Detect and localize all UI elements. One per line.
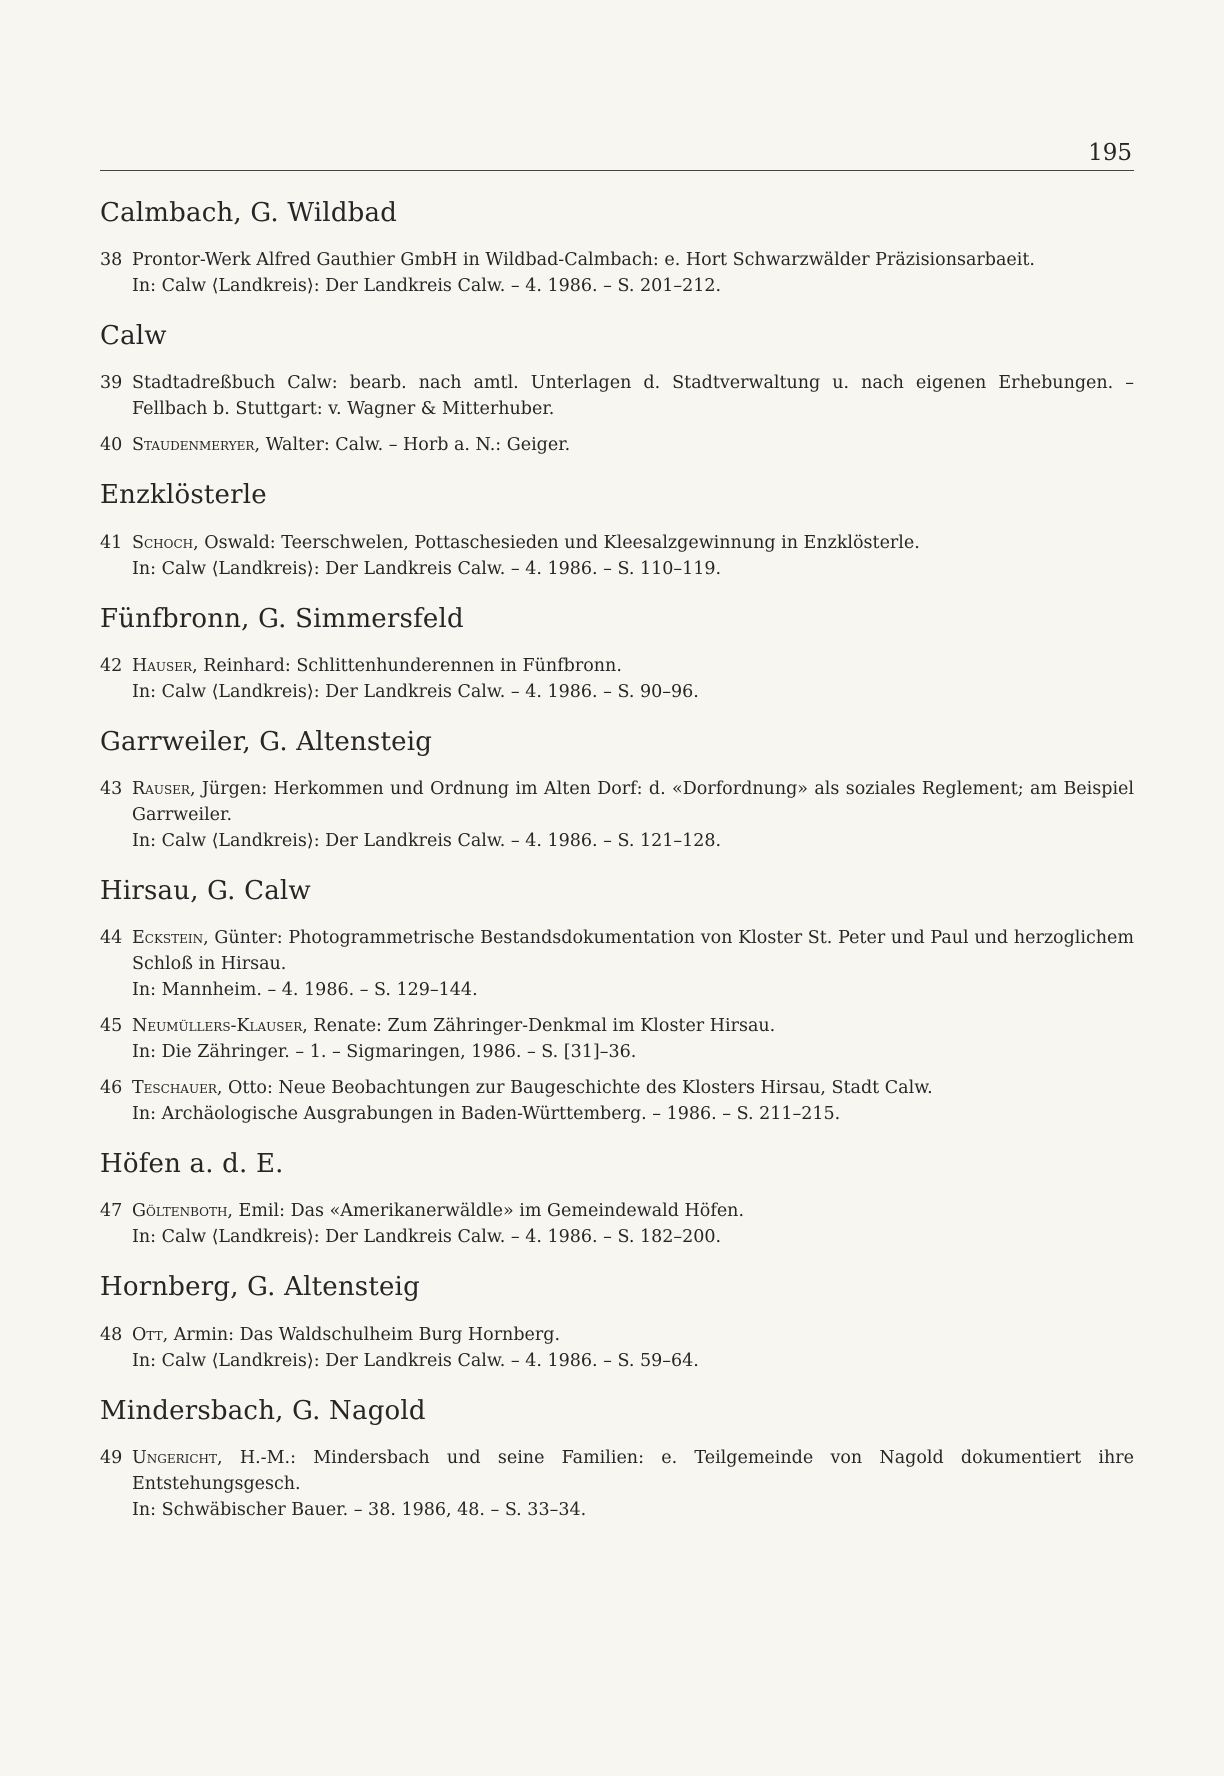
- bibliography-entry: [100, 1198, 1134, 1250]
- entry-source: In: Calw ⟨Landkreis⟩: Der Landkreis Calw. – 4. 1986. – S. 201–212.: [132, 276, 722, 297]
- entry-number: 38: [100, 250, 123, 271]
- section-title: Mindersbach, G. Nagold: [100, 1395, 426, 1426]
- section: [100, 1149, 1134, 1250]
- bibliography-entry: [100, 776, 1134, 854]
- entry-source: In: Calw ⟨Landkreis⟩: Der Landkreis Calw. – 4. 1986. – S. 121–128.: [132, 830, 722, 851]
- entry-title: Prontor-Werk Alfred Gauthier GmbH in Wildbad-Calmbach: e. Hort Schwarzwälder Präzisionsarbaeit.: [132, 250, 1035, 271]
- entry-source: In: Calw ⟨Landkreis⟩: Der Landkreis Calw. – 4. 1986. – S. 90–96.: [132, 681, 699, 702]
- entry-title: , Reinhard: Schlittenhunderennen in Fünfbronn.: [192, 655, 622, 676]
- section: [100, 198, 1134, 299]
- entry-author: Teschauer: [132, 1078, 217, 1099]
- page-number: 195: [1088, 140, 1132, 166]
- entry-title: , Otto: Neue Beobachtungen zur Baugeschichte des Klosters Hirsau, Stadt Calw.: [216, 1078, 933, 1099]
- entry-number: 46: [100, 1078, 123, 1099]
- entry-title: , Oswald: Teerschwelen, Pottaschesieden und Kleesalzgewinnung in Enzklösterle.: [193, 532, 920, 553]
- section-title: Fünfbronn, G. Simmersfeld: [100, 603, 464, 634]
- entry-source: In: Die Zähringer. – 1. – Sigmaringen, 1986. – S. [31]–36.: [132, 1042, 637, 1063]
- section-title: Calmbach, G. Wildbad: [100, 198, 398, 228]
- entry-author: Hauser: [132, 655, 193, 676]
- entry-text: [132, 776, 1134, 828]
- entry-author: Ungericht: [132, 1447, 218, 1468]
- entry-source: In: Calw ⟨Landkreis⟩: Der Landkreis Calw. – 4. 1986. – S. 182–200.: [132, 1227, 722, 1248]
- entry-number: 40: [100, 435, 123, 456]
- bibliography-entry: [100, 370, 1134, 422]
- entry-author: Schoch: [132, 532, 194, 553]
- section-title: Höfen a. d. E.: [100, 1149, 284, 1180]
- entry-number: 45: [100, 1016, 123, 1037]
- entry-author: Ott: [132, 1324, 163, 1345]
- bibliography-entry: [100, 1075, 1134, 1127]
- entry-author: Neumüllers-Klauser: [132, 1016, 303, 1037]
- section-title: Garrweiler, G. Altensteig: [100, 726, 433, 757]
- entry-number: 42: [100, 655, 123, 676]
- entry-title: , Armin: Das Waldschulheim Burg Hornberg.: [162, 1324, 561, 1345]
- section: [100, 727, 1134, 854]
- entry-text: [132, 1445, 1134, 1497]
- entry-text: [132, 370, 1134, 422]
- entry-title: , Emil: Das «Amerikanerwäldle» im Gemeindewald Höfen.: [227, 1201, 745, 1222]
- entry-title: , Walter: Calw. – Horb a. N.: Geiger.: [254, 435, 571, 456]
- entry-number: 41: [100, 532, 123, 553]
- bibliography-entry: [100, 653, 1134, 705]
- entry-author: Rauser: [132, 778, 190, 799]
- bibliography-list: [100, 198, 1134, 1545]
- entry-text: [132, 1198, 1134, 1224]
- section-title: Calw: [100, 321, 167, 352]
- section-title: Enzklösterle: [100, 480, 267, 511]
- entry-author: Göltenboth: [132, 1201, 228, 1222]
- entry-text: [132, 1013, 1134, 1039]
- section-title: Hornberg, G. Altensteig: [100, 1272, 420, 1303]
- section: [100, 321, 1134, 458]
- section: [100, 876, 1134, 1127]
- entry-title: , Günter: Photogrammetrische Bestandsdokumentation von Kloster St. Peter und Paul und herzoglichem Schloß in Hirsau.: [132, 928, 1134, 975]
- header-rule: [100, 170, 1134, 171]
- section: [100, 1272, 1134, 1373]
- section: [100, 480, 1134, 581]
- entry-text: [132, 1075, 1134, 1101]
- entry-number: 49: [100, 1447, 123, 1468]
- section-title: Hirsau, G. Calw: [100, 875, 311, 906]
- entry-source: In: Schwäbischer Bauer. – 38. 1986, 48. – S. 33–34.: [132, 1499, 587, 1520]
- bibliography-entry: [100, 530, 1134, 582]
- bibliography-entry: [100, 1445, 1134, 1523]
- entry-title: , H.-M.: Mindersbach und seine Familien: e. Teilgemeinde von Nagold dokumentiert ihre Entstehungsgesch.: [132, 1447, 1134, 1494]
- entry-source: In: Calw ⟨Landkreis⟩: Der Landkreis Calw. – 4. 1986. – S. 110–119.: [132, 558, 722, 579]
- entry-number: 48: [100, 1324, 123, 1345]
- entry-text: [132, 653, 1134, 679]
- entry-text: [132, 247, 1134, 273]
- entry-text: [132, 530, 1134, 556]
- entry-text: [132, 432, 1134, 458]
- entry-source: In: Mannheim. – 4. 1986. – S. 129–144.: [132, 980, 478, 1001]
- entry-title: Stadtadreßbuch Calw: bearb. nach amtl. Unterlagen d. Stadtverwaltung u. nach eigenen Erhebungen. – Fellbach b. Stuttgart: v. Wagner & Mitterhuber.: [132, 373, 1134, 420]
- entry-number: 43: [100, 778, 123, 799]
- entry-author: Staudenmeryer: [132, 435, 255, 456]
- entry-source: In: Archäologische Ausgrabungen in Baden-Württemberg. – 1986. – S. 211–215.: [132, 1104, 841, 1125]
- section: [100, 1396, 1134, 1523]
- entry-title: , Jürgen: Herkommen und Ordnung im Alten Dorf: d. «Dorfordnung» als soziales Reglement; am Beispiel Garrweiler.: [132, 778, 1134, 825]
- entry-number: 39: [100, 373, 123, 394]
- bibliography-entry: [100, 247, 1134, 299]
- bibliography-entry: [100, 1013, 1134, 1065]
- entry-text: [132, 925, 1134, 977]
- entry-author: Eckstein: [132, 928, 204, 949]
- section: [100, 604, 1134, 705]
- entry-title: , Renate: Zum Zähringer-Denkmal im Kloster Hirsau.: [302, 1016, 776, 1037]
- entry-text: [132, 1322, 1134, 1348]
- bibliography-entry: [100, 432, 1134, 458]
- bibliography-entry: [100, 1322, 1134, 1374]
- entry-number: 44: [100, 928, 123, 949]
- entry-number: 47: [100, 1201, 123, 1222]
- bibliography-entry: [100, 925, 1134, 1003]
- entry-source: In: Calw ⟨Landkreis⟩: Der Landkreis Calw. – 4. 1986. – S. 59–64.: [132, 1350, 699, 1371]
